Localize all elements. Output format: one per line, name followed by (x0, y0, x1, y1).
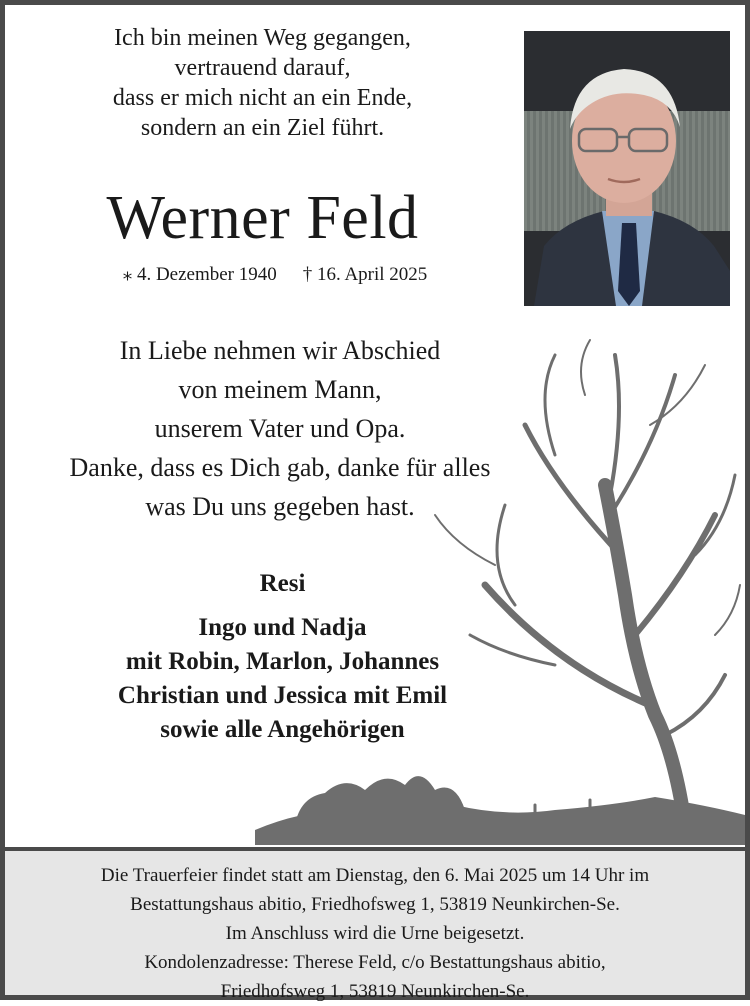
footer-line: Die Trauerfeier findet statt am Dienstag, den 6. Mai 2025 um 14 Uhr im (100, 865, 650, 886)
motto-line: Ich bin meinen Weg gegangen, (114, 25, 411, 51)
farewell-message (20, 331, 540, 526)
mourner-line: Christian und Jessica mit Emil (117, 682, 448, 709)
spacer (30, 601, 535, 611)
birth-date: ⁎ 4. Dezember 1940 (122, 264, 277, 285)
motto-verse (25, 23, 500, 143)
footer-line: Bestattungshaus abitio, Friedhofsweg 1, 53819 Neunkirchen-Se. (130, 894, 620, 915)
footer-line: Im Anschluss wird die Urne beigesetzt. (225, 923, 525, 944)
message-line: unserem Vater und Opa. (154, 414, 406, 443)
ceremony-info-footer (5, 847, 745, 1002)
death-date: † 16. April 2025 (302, 264, 428, 285)
message-line: was Du uns gegeben hast. (145, 492, 415, 521)
footer-line: Kondolenzadresse: Therese Feld, c/o Bestattungshaus abitio, (144, 952, 606, 973)
life-dates (75, 263, 475, 287)
mourners-list (30, 567, 535, 747)
motto-line: sondern an ein Ziel führt. (140, 115, 385, 141)
portrait-photo (524, 31, 730, 306)
message-line: Danke, dass es Dich gab, danke für alles (69, 453, 491, 482)
mourner-line: mit Robin, Marlon, Johannes (125, 648, 440, 675)
motto-line: dass er mich nicht an ein Ende, (112, 85, 413, 111)
mourner-line: Ingo und Nadja (198, 614, 367, 641)
mourner-primary: Resi (259, 570, 306, 597)
mourner-line: sowie alle Angehörigen (160, 716, 405, 743)
message-line: von meinem Mann, (178, 375, 382, 404)
footer-line: Friedhofsweg 1, 53819 Neunkirchen-Se. (220, 981, 530, 1002)
motto-line: vertrauend darauf, (174, 55, 351, 81)
deceased-name: Werner Feld (106, 184, 419, 252)
message-line: In Liebe nehmen wir Abschied (119, 336, 441, 365)
